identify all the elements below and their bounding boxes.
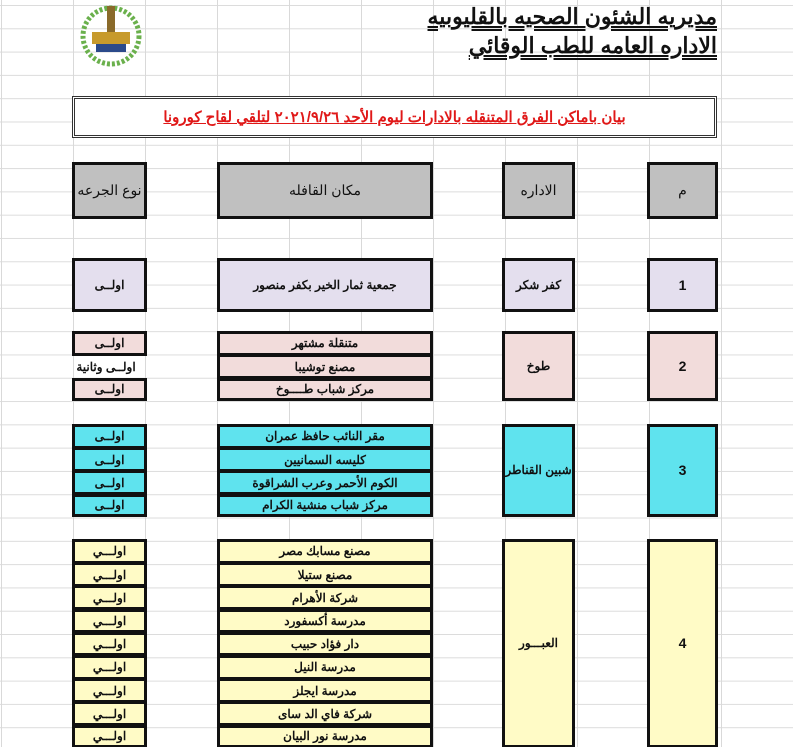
place-cell: مدرسة نور البيان <box>217 725 433 747</box>
dose-cell: اولـــي <box>72 725 147 747</box>
dose-cell: اولـــي <box>72 655 147 680</box>
header-line2: الاداره العامه للطب الوقائي <box>468 33 717 58</box>
logo <box>80 2 142 68</box>
dose-cell: اولــى <box>72 424 147 449</box>
dose-cell: اولــى <box>72 470 147 495</box>
dose-cell: اولـــي <box>72 632 147 657</box>
place-cell: مصنع مسابك مصر <box>217 539 433 564</box>
place-cell: مدرسة ايجلز <box>217 678 433 703</box>
place-cell: مدرسة النيل <box>217 655 433 680</box>
group-admin: شبين القناطر <box>502 424 575 517</box>
dose-cell: اولــى <box>72 494 147 517</box>
place-cell: شركة الأهرام <box>217 585 433 610</box>
place-cell: متنقلة مشتهر <box>217 331 433 356</box>
dose-cell: اولـــي <box>72 539 147 564</box>
place-cell: دار فؤاد حبيب <box>217 632 433 657</box>
group-admin: كفر شكر <box>502 258 575 312</box>
group-admin: طوخ <box>502 331 575 401</box>
header-line1: مديريه الشئون الصحيه بالقليوبيه <box>427 4 717 29</box>
group-number: 2 <box>647 331 718 401</box>
place-cell: جمعية ثمار الخير بكفر منصور <box>217 258 433 312</box>
place-cell: مصنع ستيلا <box>217 562 433 587</box>
place-cell: مصنع توشيبا <box>217 354 433 379</box>
dose-cell: اولـــي <box>72 562 147 587</box>
place-cell: مركز شباب طــــوخ <box>217 378 433 401</box>
dose-cell: اولـــي <box>72 701 147 726</box>
place-cell: مدرسة أكسفورد <box>217 609 433 634</box>
place-cell: شركة فاي الد ساى <box>217 701 433 726</box>
dose-cell: اولــى <box>72 378 147 401</box>
header-dose: نوع الجرعه <box>72 162 147 219</box>
place-cell: الكوم الأحمر وعرب الشراقوة <box>217 470 433 495</box>
place-cell: كليسه السمانيين <box>217 447 433 472</box>
dose-cell: اولــى وثانية <box>76 359 136 374</box>
dose-cell: اولــى <box>72 331 147 356</box>
dose-cell: اولــى <box>72 258 147 312</box>
dose-cell: اولـــي <box>72 585 147 610</box>
header-num: م <box>647 162 718 219</box>
place-cell: مقر النائب حافظ عمران <box>217 424 433 449</box>
group-admin: العبـــور <box>502 539 575 747</box>
dose-cell: اولــى <box>72 447 147 472</box>
dose-cell: اولـــي <box>72 678 147 703</box>
group-number: 1 <box>647 258 718 312</box>
group-number: 4 <box>647 539 718 747</box>
banner-title: بيان باماكن الفرق المتنقله بالادارات ليوم الأحد ٢٠٢١/٩/٢٦ لتلقي لقاح كورونا <box>72 96 717 138</box>
group-number: 3 <box>647 424 718 517</box>
header-admin: الاداره <box>502 162 575 219</box>
place-cell: مركز شباب منشية الكرام <box>217 494 433 517</box>
dose-cell: اولـــي <box>72 609 147 634</box>
header-place: مكان القافله <box>217 162 433 219</box>
